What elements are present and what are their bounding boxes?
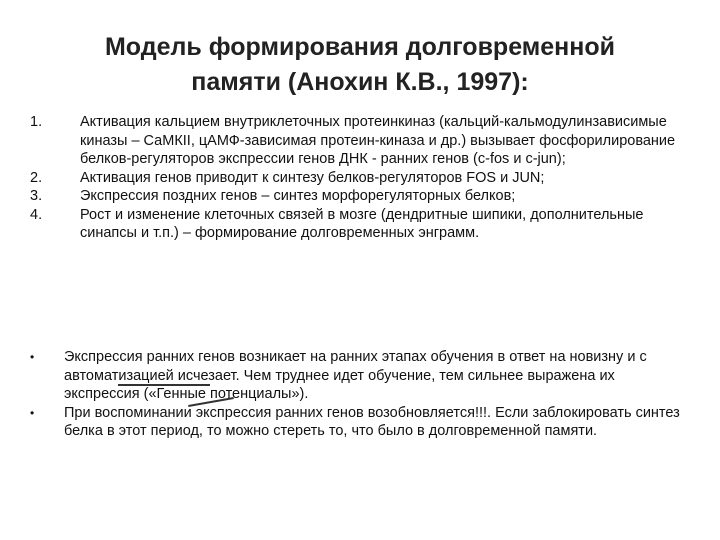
- bullet-item: [30, 348, 680, 404]
- bullet-item-text: При воспоминании экспрессия ранних генов возобновляется!!!. Если заблокировать синтез белка в этот период, то можно стереть то, что было в долговременной памяти.: [64, 404, 680, 439]
- list-item: [30, 206, 680, 243]
- title-line-1: Модель формирования долговременной: [104, 33, 616, 61]
- bullet-marker: •: [30, 350, 35, 364]
- title-line-2: памяти (Анохин К.В., 1997):: [191, 68, 529, 96]
- ink-underline-stroke: [118, 384, 210, 386]
- list-item: [30, 187, 680, 206]
- list-number: 3.: [30, 188, 43, 204]
- bullet-item: [30, 404, 680, 441]
- bullet-list: [30, 348, 680, 441]
- list-item-text: Рост и изменение клеточных связей в мозге (дендритные шипики, дополнительные синапсы и т.п.) – формирование долговременных энграмм.: [80, 206, 644, 241]
- list-item-text: Активация генов приводит к синтезу белков-регуляторов FOS и JUN;: [80, 169, 545, 186]
- bullet-marker: •: [30, 405, 35, 420]
- list-item-text: Экспрессия поздних генов – синтез морфорегуляторных белков;: [80, 188, 516, 204]
- list-number: 2.: [30, 169, 43, 186]
- bullet-item-text: Экспрессия ранних генов возникает на ранних этапах обучения в ответ на новизну и с автоматизацией исчезает. Чем труднее идет обучение, тем сильнее выражена их экспрессия («Генные потенциалы»).: [64, 349, 647, 402]
- list-number: 4.: [30, 206, 43, 223]
- list-number: 1.: [30, 114, 43, 130]
- list-item-text: Активация кальцием внутриклеточных протеинкиназ (кальций-кальмодулинзависимые киназы – СаМКII, цАМФ-зависимая протеин-киназа и др.) вызывает фосфорилирование белков-регуляторов экспрессии генов ДНК - ранних генов (c-fos и c-jun);: [80, 114, 676, 167]
- list-item: [30, 169, 680, 188]
- list-item: [30, 113, 680, 169]
- slide-title: [40, 30, 680, 100]
- numbered-list: [30, 113, 680, 243]
